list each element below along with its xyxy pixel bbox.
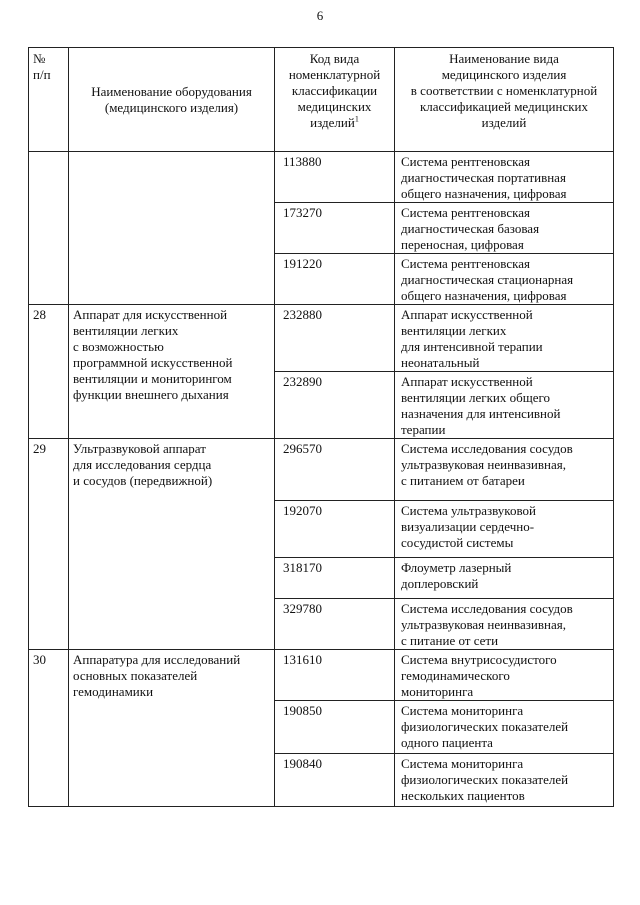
header-equipment-name: Наименование оборудования (медицинского изделия) (69, 48, 275, 152)
device-type-name: Система рентгеновская диагностическая базовая переносная, цифровая (395, 203, 614, 254)
classification-code: 190840 (275, 754, 395, 807)
header-code (275, 48, 395, 152)
table-header-row (29, 48, 614, 152)
header-code-label: Код вида номенклатурной классификации медицинских изделий (288, 51, 381, 130)
equipment-name: Аппаратура для исследований основных показателей гемодинамики (69, 650, 275, 807)
header-number: № п/п (29, 48, 69, 152)
classification-code: 191220 (275, 254, 395, 305)
device-type-name: Аппарат искусственной вентиляции легких для интенсивной терапии неонатальный (395, 305, 614, 372)
footnote-marker: 1 (354, 114, 359, 124)
row-number: 29 (29, 439, 69, 650)
classification-code: 232880 (275, 305, 395, 372)
table-body (29, 152, 614, 807)
device-type-name: Аппарат искусственной вентиляции легких общего назначения для интенсивной терапии (395, 372, 614, 439)
classification-code: 131610 (275, 650, 395, 701)
device-type-name: Система рентгеновская диагностическая стационарная общего назначения, цифровая (395, 254, 614, 305)
device-type-name: Флоуметр лазерный доплеровский (395, 558, 614, 599)
device-type-name: Система исследования сосудов ультразвуковая неинвазивная, с питание от сети (395, 599, 614, 650)
row-number (29, 152, 69, 305)
header-type-name: Наименование вида медицинского изделия в соответствии с номенклатурной классификацией медицинских изделий (395, 48, 614, 152)
equipment-name: Аппарат для искусственной вентиляции легких с возможностью программной искусственной вентиляции и мониторингом функции внешнего дыхания (69, 305, 275, 439)
device-type-name: Система мониторинга физиологических показателей одного пациента (395, 701, 614, 754)
classification-code: 329780 (275, 599, 395, 650)
table-row (29, 439, 614, 501)
table-row (29, 152, 614, 203)
equipment-name: Ультразвуковой аппарат для исследования сердца и сосудов (передвижной) (69, 439, 275, 650)
classification-code: 296570 (275, 439, 395, 501)
classification-code: 113880 (275, 152, 395, 203)
device-type-name: Система исследования сосудов ультразвуковая неинвазивная, с питанием от батареи (395, 439, 614, 501)
row-number: 30 (29, 650, 69, 807)
device-type-name: Система мониторинга физиологических показателей нескольких пациентов (395, 754, 614, 807)
classification-code: 190850 (275, 701, 395, 754)
classification-code: 318170 (275, 558, 395, 599)
device-type-name: Система рентгеновская диагностическая портативная общего назначения, цифровая (395, 152, 614, 203)
table-row (29, 650, 614, 701)
table-row (29, 305, 614, 372)
classification-code: 173270 (275, 203, 395, 254)
classification-code: 232890 (275, 372, 395, 439)
page-number: 6 (316, 8, 324, 23)
equipment-table (28, 47, 614, 807)
row-number: 28 (29, 305, 69, 439)
device-type-name: Система внутрисосудистого гемодинамического мониторинга (395, 650, 614, 701)
equipment-name (69, 152, 275, 305)
device-type-name: Система ультразвуковой визуализации сердечно- сосудистой системы (395, 501, 614, 558)
classification-code: 192070 (275, 501, 395, 558)
